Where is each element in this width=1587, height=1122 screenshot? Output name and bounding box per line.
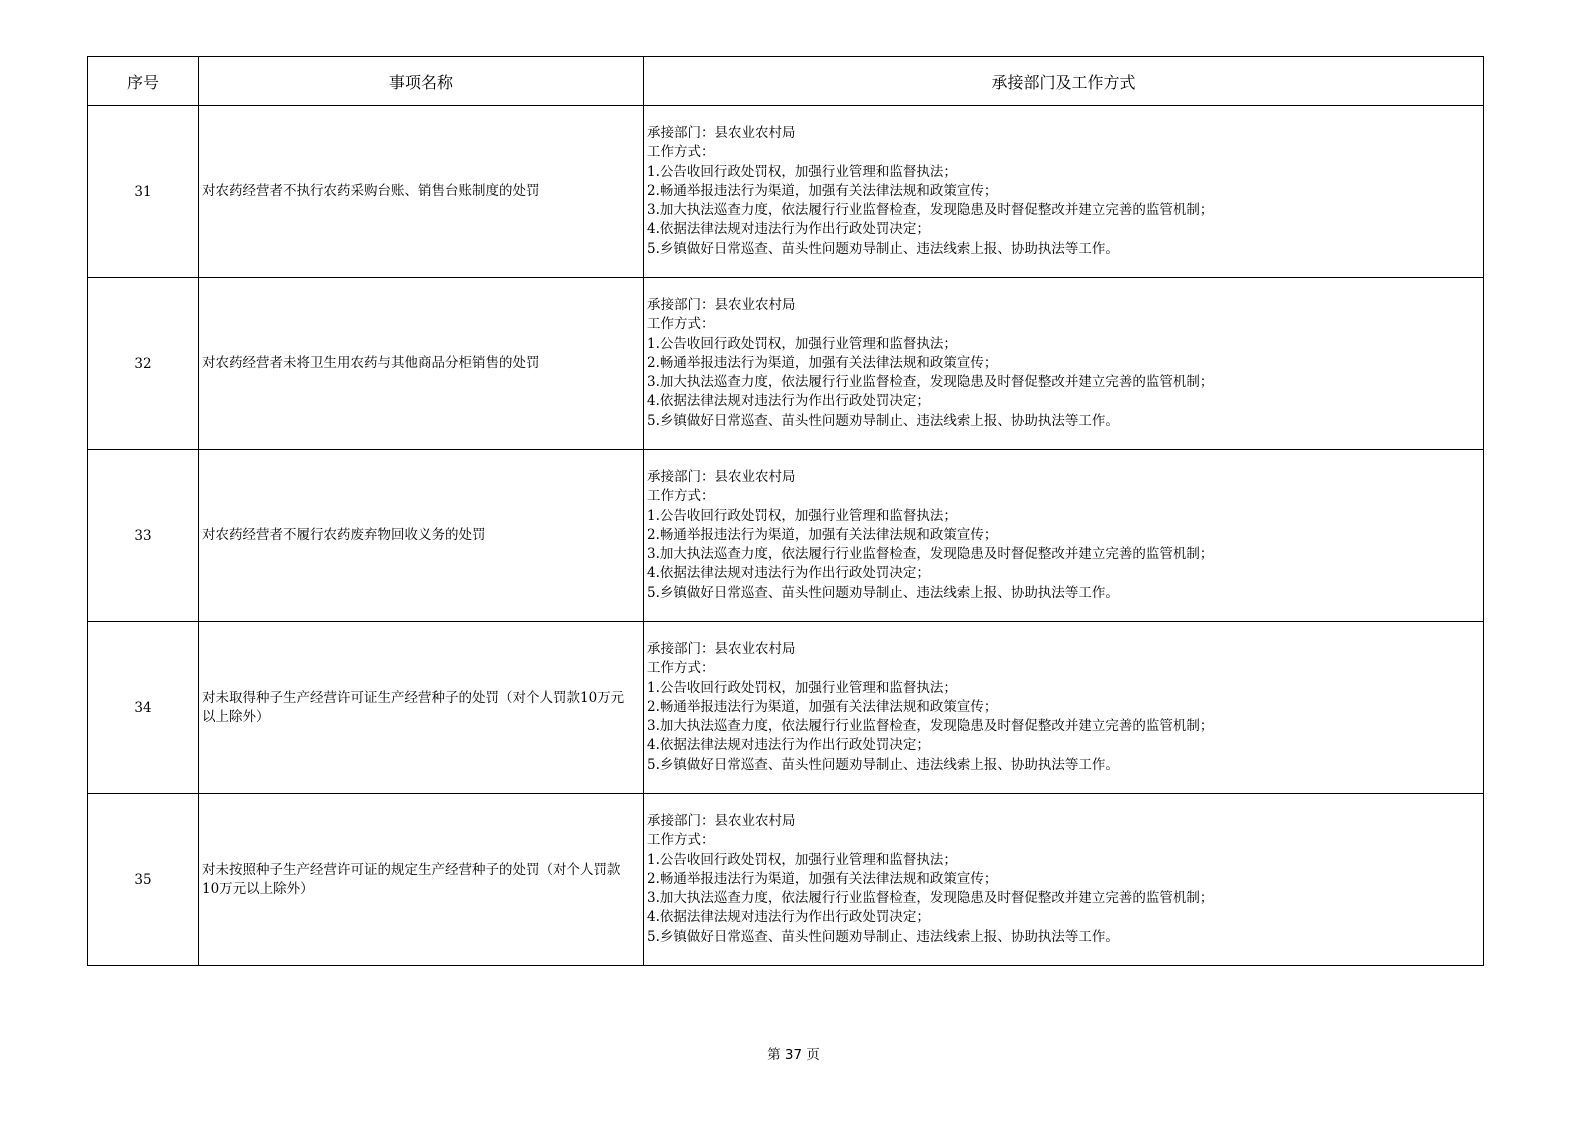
table-header-row <box>88 57 1484 106</box>
method-lines <box>647 468 1483 603</box>
method-line: 承接部门：县农业农村局 <box>647 812 796 829</box>
row-seq: 34 <box>88 622 199 794</box>
method-line: 5.乡镇做好日常巡查、苗头性问题劝导制止、违法线索上报、协助执法等工作。 <box>647 584 1119 601</box>
row-item-name: 对农药经营者未将卫生用农药与其他商品分柜销售的处罚 <box>199 278 644 450</box>
method-line: 3.加大执法巡查力度，依法履行行业监督检查，发现隐患及时督促整改并建立完善的监管机制； <box>647 202 1214 219</box>
row-item-name: 对农药经营者不履行农药废弃物回收义务的处罚 <box>199 450 644 622</box>
table-row <box>88 450 1484 622</box>
header-department-method: 承接部门及工作方式 <box>644 57 1484 106</box>
row-department-method <box>644 278 1484 450</box>
method-line: 1.公告收回行政处罚权，加强行业管理和监督执法； <box>647 507 957 524</box>
method-line: 工作方式： <box>647 144 715 161</box>
row-seq: 33 <box>88 450 199 622</box>
method-line: 3.加大执法巡查力度，依法履行行业监督检查，发现隐患及时督促整改并建立完善的监管机制； <box>647 374 1214 391</box>
table-row <box>88 278 1484 450</box>
row-item-name: 对未按照种子生产经营许可证的规定生产经营种子的处罚（对个人罚款10万元以上除外） <box>199 794 644 966</box>
method-line: 1.公告收回行政处罚权，加强行业管理和监督执法； <box>647 679 957 696</box>
method-line: 4.依据法律法规对违法行为作出行政处罚决定； <box>647 909 930 926</box>
table-row <box>88 622 1484 794</box>
row-seq: 31 <box>88 106 199 278</box>
row-department-method <box>644 794 1484 966</box>
method-line: 4.依据法律法规对违法行为作出行政处罚决定； <box>647 393 930 410</box>
method-line: 4.依据法律法规对违法行为作出行政处罚决定； <box>647 221 930 238</box>
method-line: 4.依据法律法规对违法行为作出行政处罚决定； <box>647 737 930 754</box>
method-line: 2.畅通举报违法行为渠道，加强有关法律法规和政策宣传； <box>647 698 998 715</box>
method-line: 4.依据法律法规对违法行为作出行政处罚决定； <box>647 565 930 582</box>
header-seq: 序号 <box>88 57 199 106</box>
method-line: 1.公告收回行政处罚权，加强行业管理和监督执法； <box>647 163 957 180</box>
items-table <box>87 56 1484 966</box>
method-lines <box>647 812 1483 947</box>
method-line: 承接部门：县农业农村局 <box>647 468 796 485</box>
method-line: 1.公告收回行政处罚权，加强行业管理和监督执法； <box>647 851 957 868</box>
row-department-method <box>644 106 1484 278</box>
row-seq: 32 <box>88 278 199 450</box>
method-line: 5.乡镇做好日常巡查、苗头性问题劝导制止、违法线索上报、协助执法等工作。 <box>647 412 1119 429</box>
method-line: 工作方式： <box>647 488 715 505</box>
method-line: 2.畅通举报违法行为渠道，加强有关法律法规和政策宣传； <box>647 182 998 199</box>
header-item-name: 事项名称 <box>199 57 644 106</box>
method-lines <box>647 296 1483 431</box>
method-line: 2.畅通举报违法行为渠道，加强有关法律法规和政策宣传； <box>647 354 998 371</box>
method-lines <box>647 640 1483 775</box>
method-line: 承接部门：县农业农村局 <box>647 296 796 313</box>
row-seq: 35 <box>88 794 199 966</box>
method-line: 3.加大执法巡查力度，依法履行行业监督检查，发现隐患及时督促整改并建立完善的监管机制； <box>647 546 1214 563</box>
method-line: 3.加大执法巡查力度，依法履行行业监督检查，发现隐患及时督促整改并建立完善的监管机制； <box>647 718 1214 735</box>
method-line: 工作方式： <box>647 660 715 677</box>
table-row <box>88 106 1484 278</box>
row-department-method <box>644 622 1484 794</box>
method-lines <box>647 124 1483 259</box>
method-line: 3.加大执法巡查力度，依法履行行业监督检查，发现隐患及时督促整改并建立完善的监管机制； <box>647 890 1214 907</box>
method-line: 2.畅通举报违法行为渠道，加强有关法律法规和政策宣传； <box>647 526 998 543</box>
method-line: 承接部门：县农业农村局 <box>647 124 796 141</box>
method-line: 2.畅通举报违法行为渠道，加强有关法律法规和政策宣传； <box>647 870 998 887</box>
row-department-method <box>644 450 1484 622</box>
method-line: 5.乡镇做好日常巡查、苗头性问题劝导制止、违法线索上报、协助执法等工作。 <box>647 928 1119 945</box>
method-line: 承接部门：县农业农村局 <box>647 640 796 657</box>
row-item-name: 对未取得种子生产经营许可证生产经营种子的处罚（对个人罚款10万元以上除外） <box>199 622 644 794</box>
table-body <box>88 106 1484 966</box>
method-line: 工作方式： <box>647 316 715 333</box>
method-line: 1.公告收回行政处罚权，加强行业管理和监督执法； <box>647 335 957 352</box>
method-line: 5.乡镇做好日常巡查、苗头性问题劝导制止、违法线索上报、协助执法等工作。 <box>647 240 1119 257</box>
method-line: 5.乡镇做好日常巡查、苗头性问题劝导制止、违法线索上报、协助执法等工作。 <box>647 756 1119 773</box>
page-number: 第 37 页 <box>767 1047 820 1063</box>
method-line: 工作方式： <box>647 832 715 849</box>
table-row <box>88 794 1484 966</box>
row-item-name: 对农药经营者不执行农药采购台账、销售台账制度的处罚 <box>199 106 644 278</box>
